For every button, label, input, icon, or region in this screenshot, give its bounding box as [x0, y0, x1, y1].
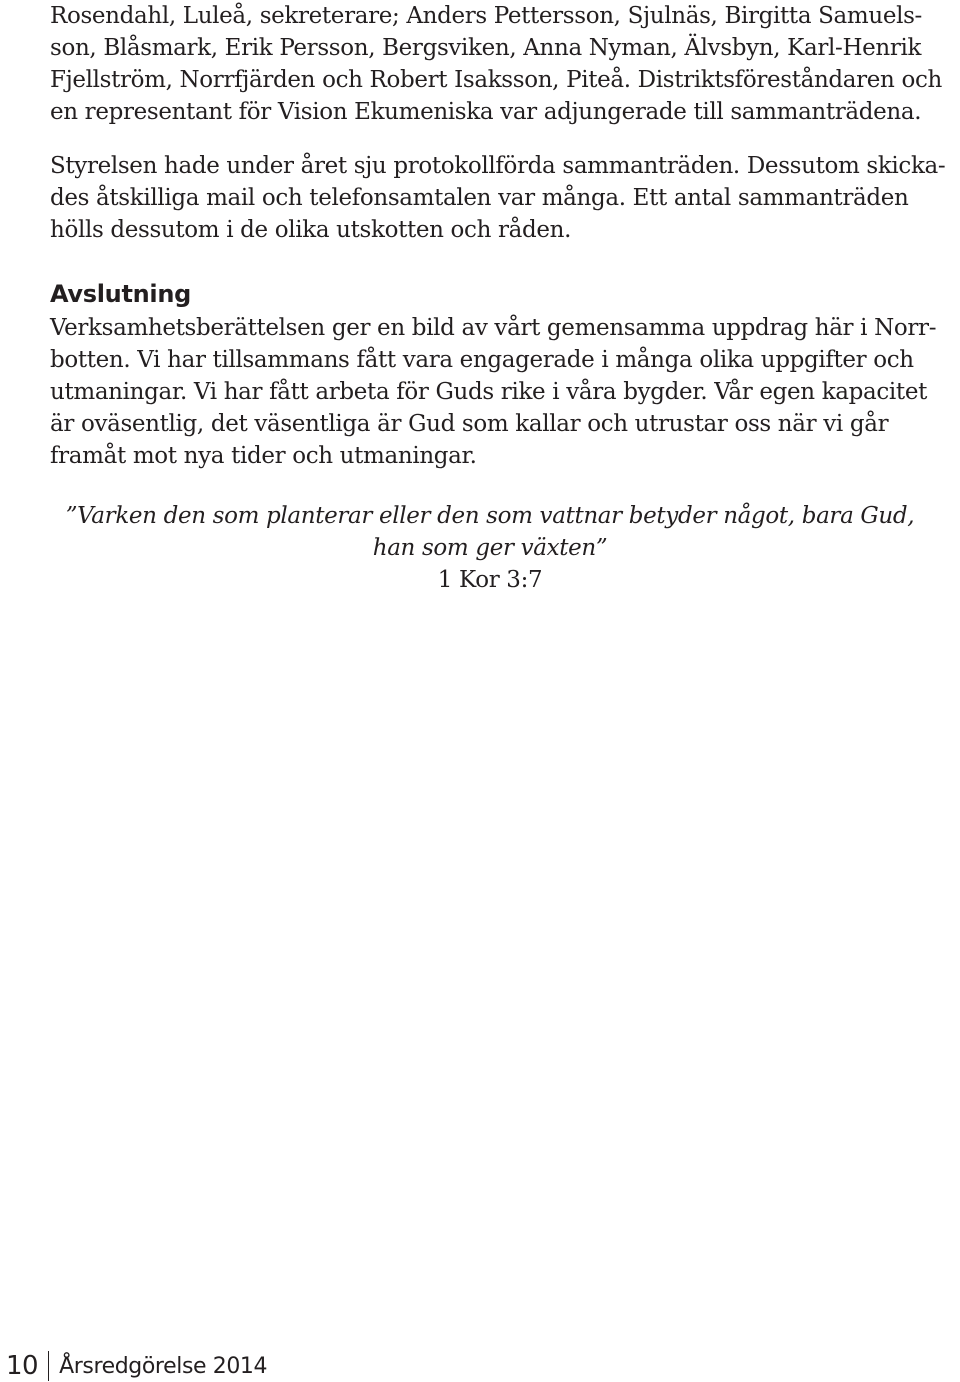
paragraph-line: hölls dessutom i de olika utskotten och råden.: [50, 217, 572, 243]
paragraph-line: Verksamhetsberättelsen ger en bild av vårt gemensamma uppdrag här i Norr-: [50, 315, 937, 341]
paragraph-line: des åtskilliga mail och telefonsamtalen var många. Ett antal sammanträden: [50, 185, 909, 211]
paragraph-line: son, Blåsmark, Erik Persson, Bergsviken, Anna Nyman, Älvsbyn, Karl-Henrik: [50, 35, 922, 61]
page-footer: [6, 1350, 267, 1382]
paragraph-line: Rosendahl, Luleå, sekreterare; Anders Pettersson, Sjulnäs, Birgitta Samuels-: [50, 3, 922, 29]
document-title: Årsredgörelse 2014: [59, 1353, 268, 1379]
meetings-paragraph: [50, 150, 945, 246]
quote-line: han som ger växten”: [372, 535, 608, 561]
paragraph-line: Fjellström, Norrfjärden och Robert Isaksson, Piteå. Distriktsföreståndaren och: [50, 67, 942, 93]
paragraph-line: är oväsentlig, det väsentliga är Gud som kallar och utrustar oss när vi går: [50, 411, 889, 437]
quote-line: ”Varken den som planterar eller den som vattnar betyder något, bara Gud,: [65, 503, 915, 529]
page-number: 10: [6, 1351, 49, 1381]
closing-paragraph: [50, 312, 936, 472]
board-members-paragraph: [50, 0, 942, 128]
paragraph-line: en representant för Vision Ekumeniska var adjungerade till sammanträdena.: [50, 99, 922, 125]
bible-quote: [50, 500, 930, 596]
paragraph-line: utmaningar. Vi har fått arbeta för Guds rike i våra bygder. Vår egen kapacitet: [50, 379, 927, 405]
paragraph-line: Styrelsen hade under året sju protokollförda sammanträden. Dessutom skicka-: [50, 153, 946, 179]
paragraph-line: botten. Vi har tillsammans fått vara engagerade i många olika uppgifter och: [50, 347, 914, 373]
paragraph-line: framåt mot nya tider och utmaningar.: [50, 443, 477, 469]
quote-reference: 1 Kor 3:7: [437, 567, 543, 593]
section-heading-avslutning: Avslutning: [50, 280, 192, 308]
